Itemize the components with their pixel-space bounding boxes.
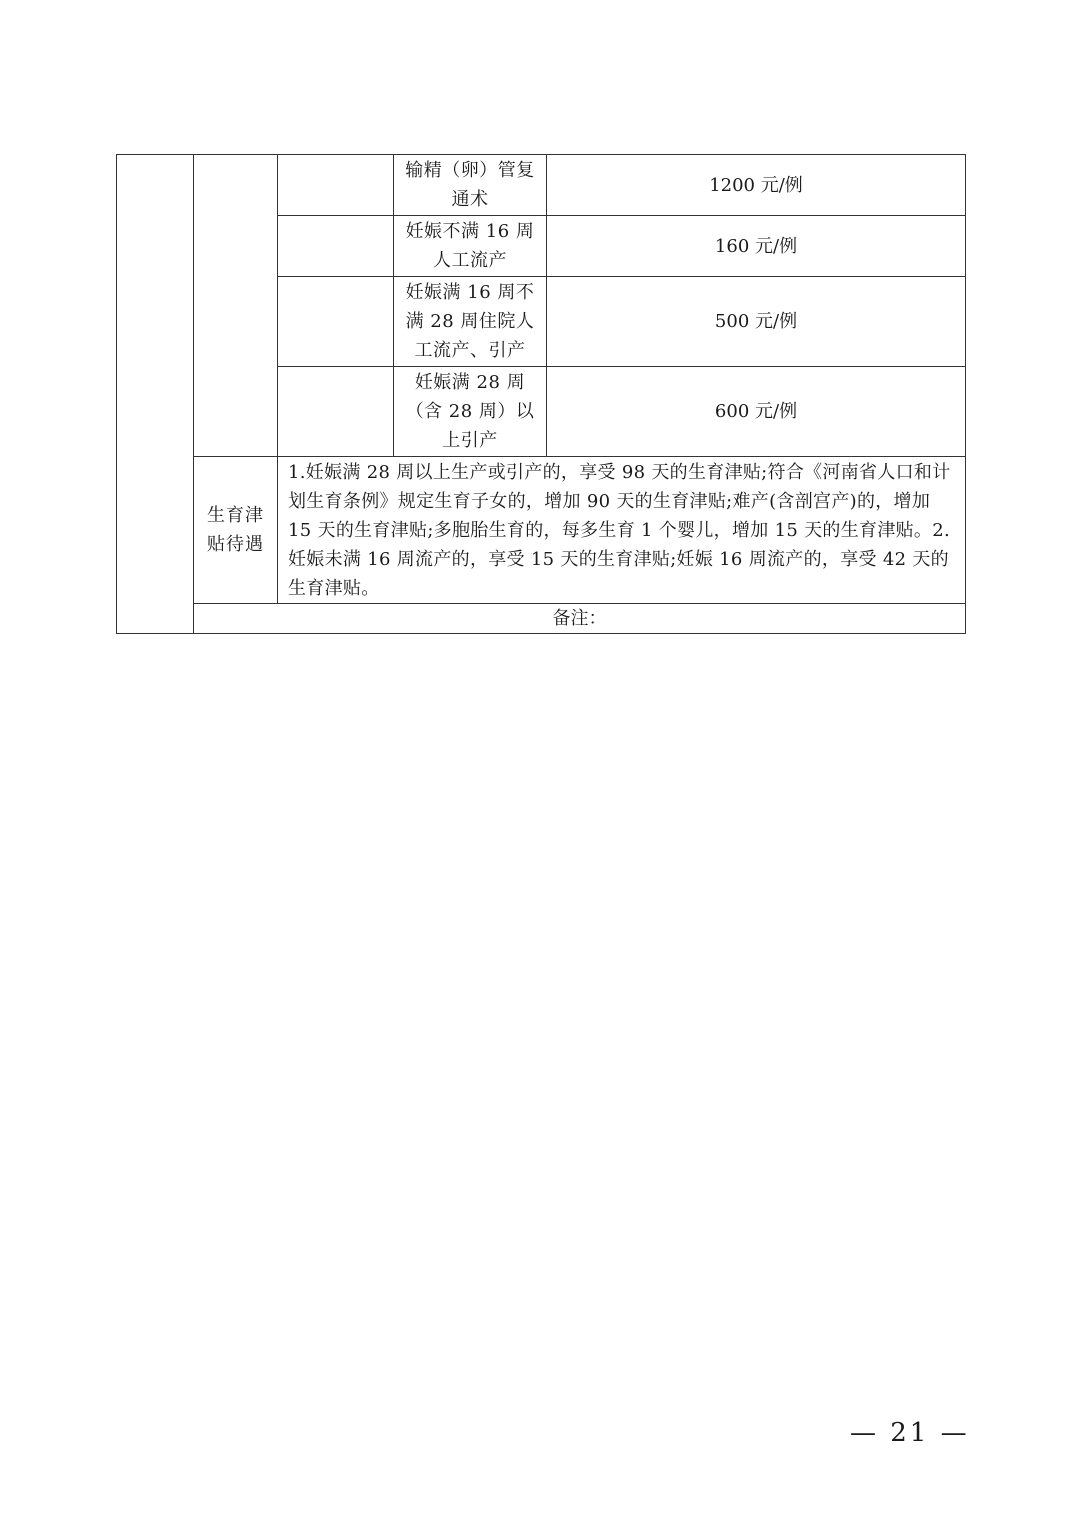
maternity-benefit-table (116, 154, 966, 634)
procedure-name: 妊娠不满 16 周人工流产 (394, 216, 547, 277)
note-label: 备注： (194, 604, 966, 634)
table-row (117, 155, 966, 216)
table-row (117, 457, 966, 604)
subcategory-column-cell (194, 155, 278, 457)
procedure-fee: 500 元/例 (547, 277, 966, 367)
procedure-fee: 600 元/例 (547, 367, 966, 457)
blank-cell (278, 277, 394, 367)
allowance-label: 生育津贴待遇 (194, 457, 278, 604)
blank-cell (278, 155, 394, 216)
table-row (117, 604, 966, 634)
allowance-description: 1.妊娠满 28 周以上生产或引产的，享受 98 天的生育津贴;符合《河南省人口和计划生育条例》规定生育子女的，增加 90 天的生育津贴;难产(含剖宫产)的，增加 15 天的生育津贴;多胞胎生育的，每多生育 1 个婴儿，增加 15 天的生育津贴。2.妊娠未满 16 周流产的，享受 15 天的生育津贴;妊娠 16 周流产的，享受 42 天的生育津贴。 (278, 457, 966, 604)
procedure-fee: 160 元/例 (547, 216, 966, 277)
blank-cell (278, 216, 394, 277)
category-column-cell (117, 155, 194, 634)
page-number: — 21 — (850, 1418, 970, 1448)
procedure-name: 妊娠满 28 周（含 28 周）以上引产 (394, 367, 547, 457)
procedure-fee: 1200 元/例 (547, 155, 966, 216)
blank-cell (278, 367, 394, 457)
procedure-name: 妊娠满 16 周不满 28 周住院人工流产、引产 (394, 277, 547, 367)
procedure-name: 输精（卵）管复通术 (394, 155, 547, 216)
